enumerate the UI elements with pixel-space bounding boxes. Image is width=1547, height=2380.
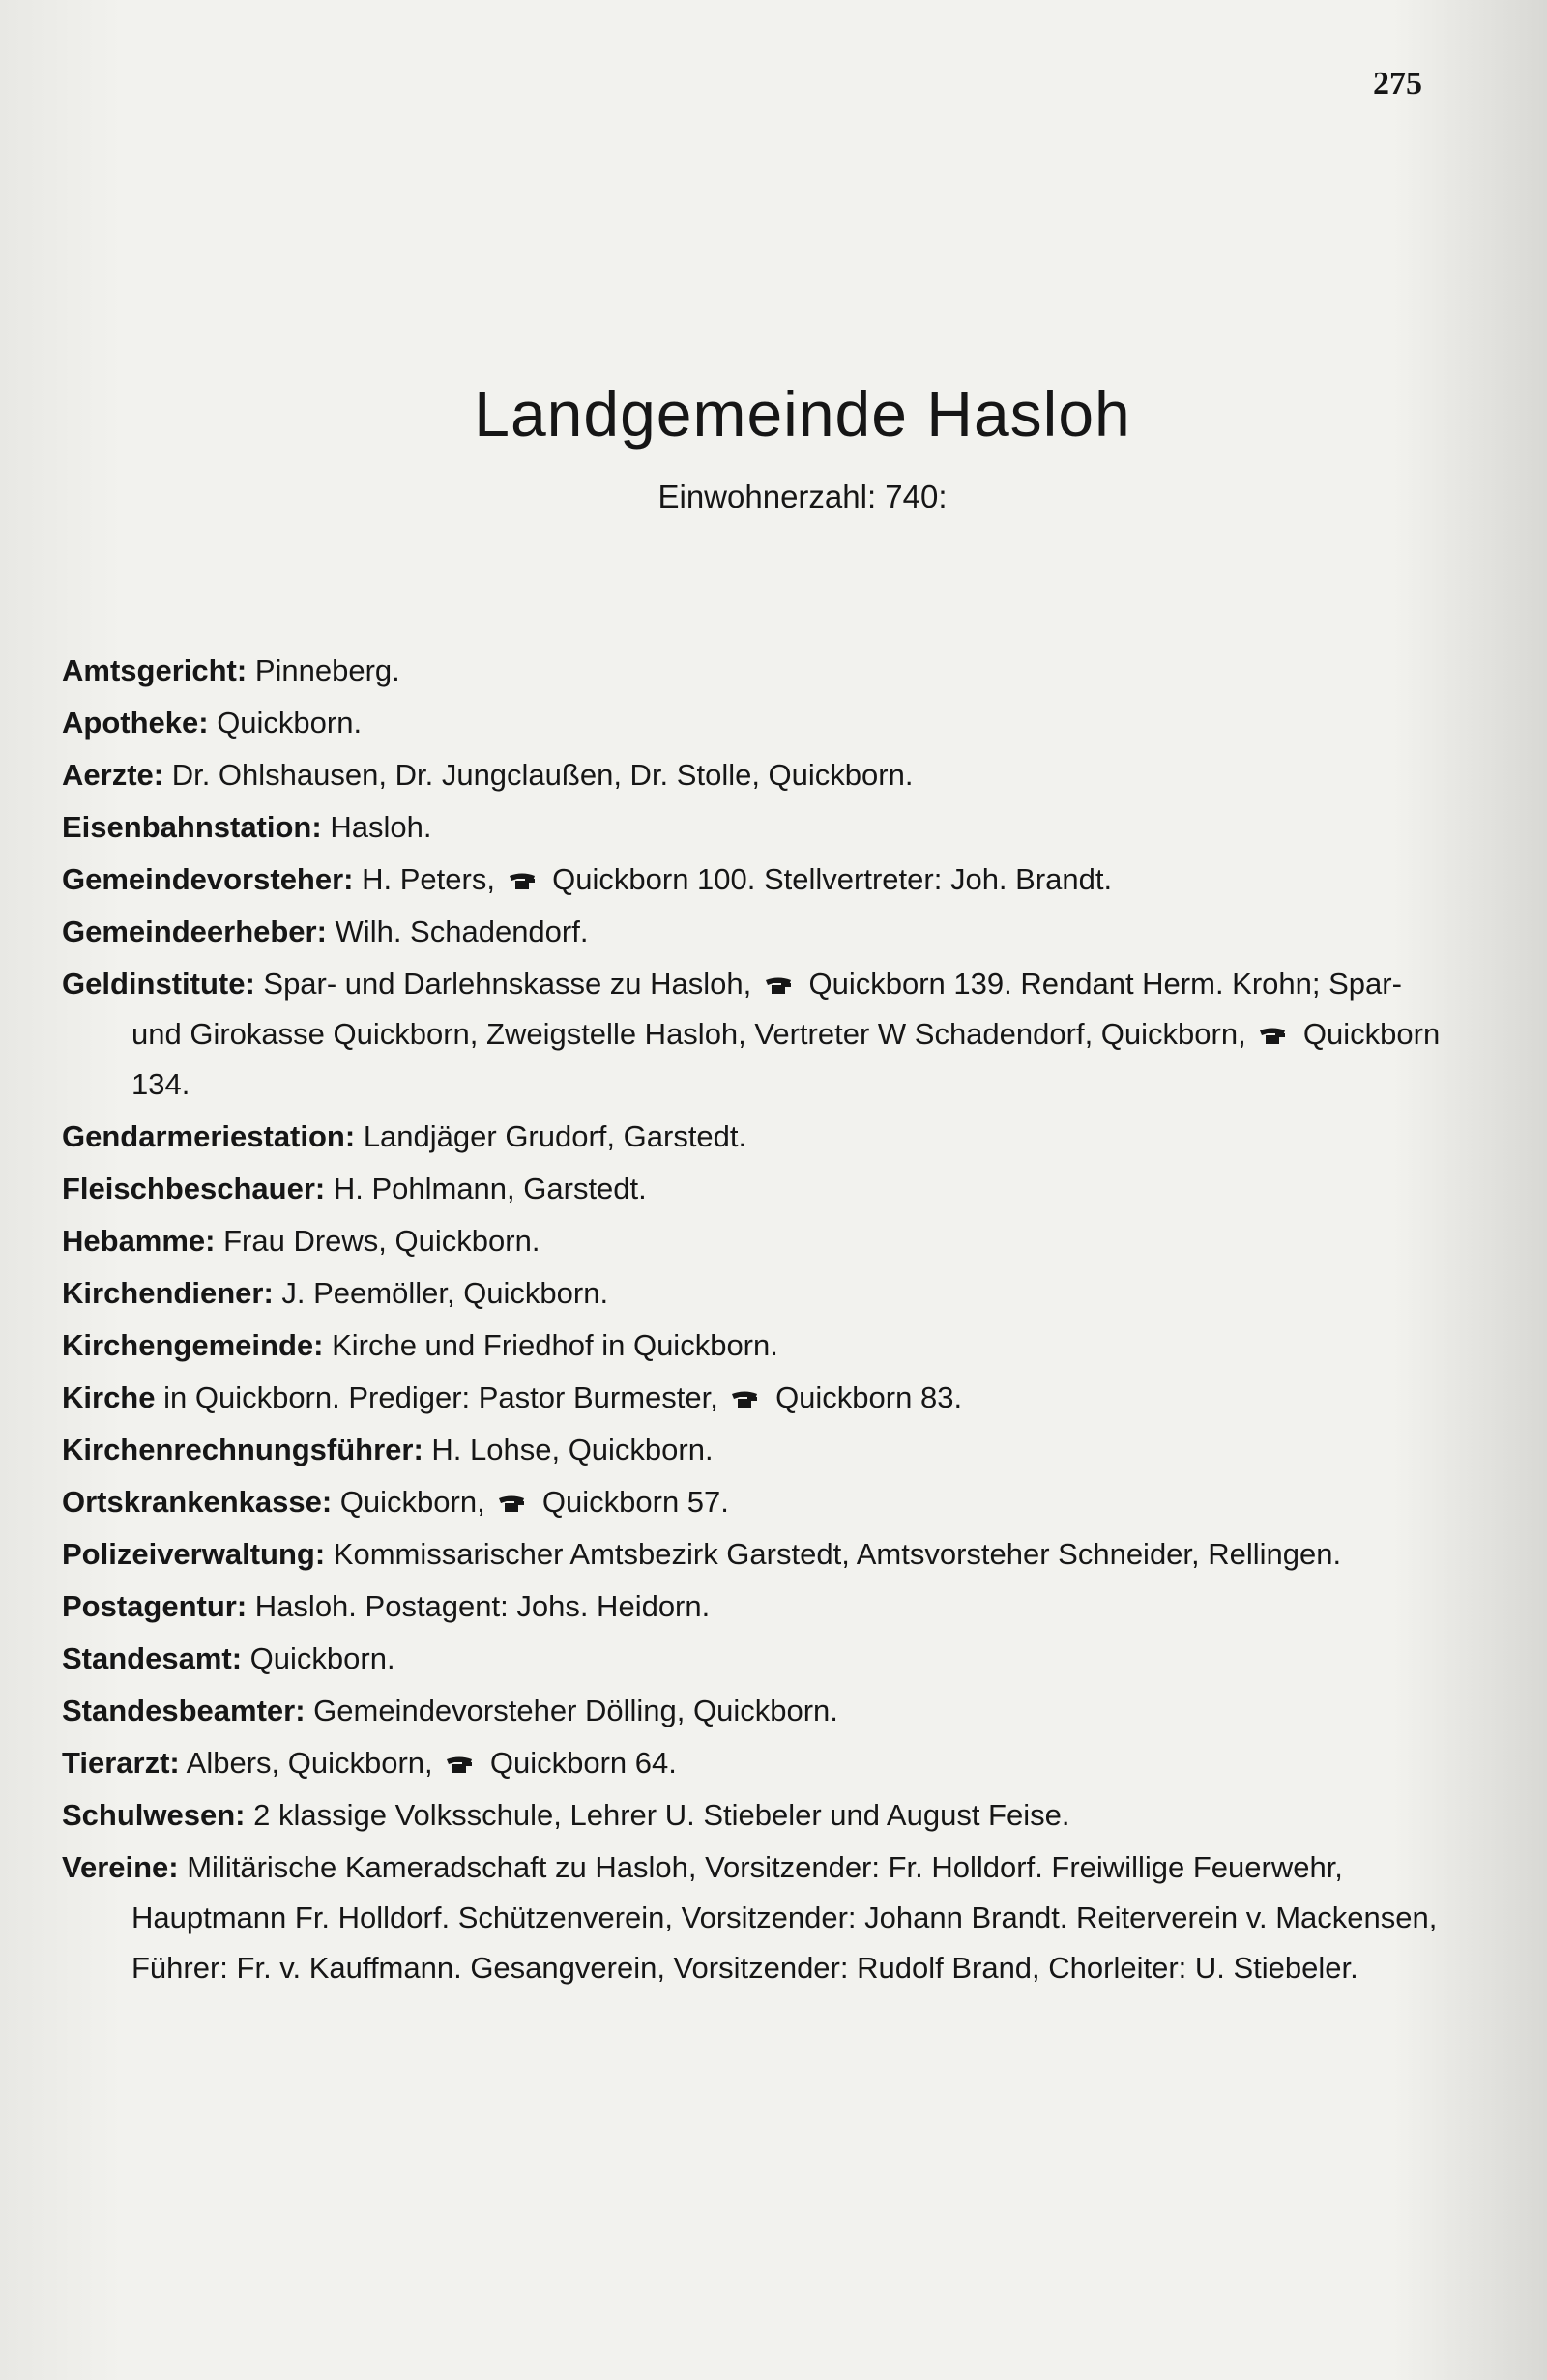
entry-text: Quickborn 134. — [131, 1017, 1441, 1101]
directory-entry — [62, 1164, 1454, 1214]
telephone-icon — [497, 1495, 526, 1513]
entry-label: Standesamt: — [62, 1641, 243, 1675]
entry-text: H. Pohlmann, Garstedt. — [325, 1172, 647, 1205]
entry-label: Eisenbahnstation: — [62, 810, 322, 844]
directory-entry — [62, 802, 1454, 853]
entry-label: Schulwesen: — [62, 1798, 246, 1832]
entry-text: J. Peemöller, Quickborn. — [273, 1276, 609, 1310]
entry-label: Polizeiverwaltung: — [62, 1537, 326, 1571]
entry-text: Wilh. Schadendorf. — [326, 914, 589, 948]
entry-label: Standesbeamter: — [62, 1694, 306, 1727]
entry-text: Quickborn 139. Rendant Herm. Krohn; Spar- und Girokasse Quickborn, Zweigstelle Hasloh, Vertreter W Schadendorf, Quickborn, — [131, 967, 1402, 1051]
entry-text: Pinneberg. — [247, 653, 400, 687]
directory-entry — [62, 1321, 1454, 1371]
telephone-icon — [508, 873, 537, 890]
entry-text: Hasloh. Postagent: Johs. Heidorn. — [247, 1589, 711, 1623]
entry-text: Kommissarischer Amtsbezirk Garstedt, Amtsvorsteher Schneider, Rellingen. — [325, 1537, 1342, 1571]
entry-text: Landjäger Grudorf, Garstedt. — [355, 1119, 747, 1153]
directory-entry — [62, 1843, 1454, 1993]
directory-entry — [62, 750, 1454, 800]
page-number: 275 — [1373, 66, 1422, 102]
entry-label: Hebamme: — [62, 1224, 216, 1258]
entry-label: Kirchengemeinde: — [62, 1328, 324, 1362]
entry-text: H. Peters, — [353, 862, 504, 896]
directory-entry — [62, 1373, 1454, 1423]
directory-entry — [62, 959, 1454, 1110]
directory-entry — [62, 1477, 1454, 1527]
directory-entry — [62, 1216, 1454, 1266]
entry-text: Frau Drews, Quickborn. — [215, 1224, 540, 1258]
entry-label: Kirche — [62, 1380, 156, 1414]
directory-entries — [62, 646, 1454, 1995]
entry-text: Kirche und Friedhof in Quickborn. — [323, 1328, 778, 1362]
entry-label: Kirchendiener: — [62, 1276, 274, 1310]
telephone-icon — [730, 1391, 759, 1408]
directory-entry — [62, 698, 1454, 748]
entry-label: Aerzte: — [62, 758, 164, 792]
entry-text: Quickborn 100. Stellvertreter: Joh. Brandt. — [543, 862, 1113, 896]
entry-text: Quickborn 64. — [482, 1746, 677, 1780]
entry-text: Gemeindevorsteher Dölling, Quickborn. — [305, 1694, 838, 1727]
entry-label: Tierarzt: — [62, 1746, 180, 1780]
entry-text: Militärische Kameradschaft zu Hasloh, Vorsitzender: Fr. Holldorf. Freiwillige Feuerwehr, Hauptmann Fr. Holldorf. Schützenverein, Vorsitzender: Johann Brandt. Reiterverein v. Mackensen, Führer: Fr. v. Kauffmann. Gesangverein, Vorsitzender: Rudolf Brand, Chorleiter: U. Stiebeler. — [131, 1850, 1438, 1985]
entry-text: H. Lohse, Quickborn. — [423, 1433, 714, 1466]
telephone-icon — [445, 1756, 474, 1774]
directory-entry — [62, 1738, 1454, 1788]
directory-entry — [62, 1582, 1454, 1632]
entry-text: Quickborn. — [208, 706, 363, 740]
directory-entry — [62, 1790, 1454, 1841]
entry-label: Amtsgericht: — [62, 653, 248, 687]
entry-text: Spar- und Darlehnskasse zu Hasloh, — [254, 967, 760, 1001]
directory-entry — [62, 855, 1454, 905]
entry-text: Dr. Ohlshausen, Dr. Jungclaußen, Dr. Stolle, Quickborn. — [163, 758, 914, 792]
entry-label: Kirchenrechnungsführer: — [62, 1433, 423, 1466]
entry-text: in Quickborn. Prediger: Pastor Burmester, — [155, 1380, 727, 1414]
telephone-icon — [1258, 1028, 1287, 1045]
entry-text: Hasloh. — [321, 810, 432, 844]
entry-label: Gemeindeerheber: — [62, 914, 327, 948]
entry-label: Gemeindevorsteher: — [62, 862, 354, 896]
directory-entry — [62, 1268, 1454, 1319]
directory-entry — [62, 1634, 1454, 1684]
telephone-icon — [764, 977, 793, 995]
entry-label: Vereine: — [62, 1850, 179, 1884]
page-title: Landgemeinde Hasloh — [474, 378, 1131, 450]
directory-entry — [62, 1425, 1454, 1475]
population-line: Einwohnerzahl: 740: — [657, 479, 948, 514]
entry-label: Fleischbeschauer: — [62, 1172, 326, 1205]
entry-label: Postagentur: — [62, 1589, 248, 1623]
directory-entry — [62, 1686, 1454, 1736]
entry-text: Quickborn. — [242, 1641, 395, 1675]
directory-entry — [62, 1529, 1454, 1580]
directory-entry — [62, 1112, 1454, 1162]
directory-entry — [62, 646, 1454, 696]
directory-entry — [62, 907, 1454, 957]
entry-label: Apotheke: — [62, 706, 209, 740]
entry-label: Geldinstitute: — [62, 967, 255, 1001]
entry-text: Quickborn 83. — [767, 1380, 963, 1414]
entry-label: Ortskrankenkasse: — [62, 1485, 333, 1519]
entry-text: 2 klassige Volksschule, Lehrer U. Stiebeler und August Feise. — [245, 1798, 1070, 1832]
entry-text: Quickborn, — [332, 1485, 494, 1519]
entry-text: Albers, Quickborn, — [179, 1746, 442, 1780]
entry-text: Quickborn 57. — [534, 1485, 729, 1519]
entry-label: Gendarmeriestation: — [62, 1119, 356, 1153]
